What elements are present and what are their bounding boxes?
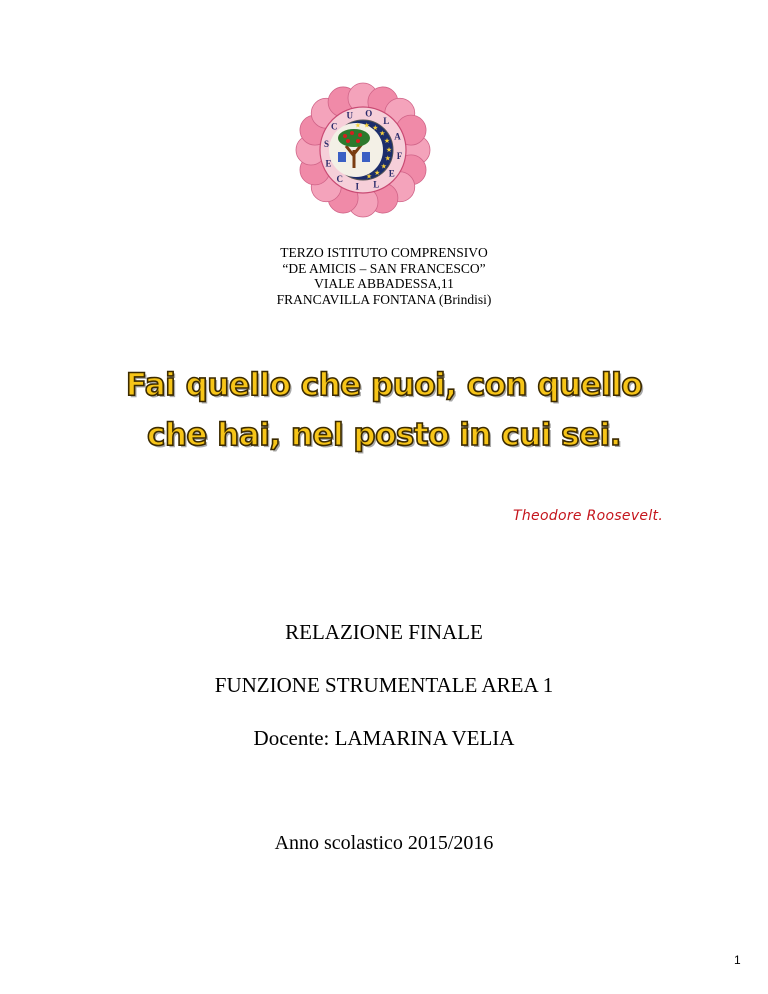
svg-text:★: ★ bbox=[384, 154, 391, 163]
svg-text:L: L bbox=[383, 116, 390, 127]
svg-text:U: U bbox=[346, 110, 353, 121]
svg-text:C: C bbox=[330, 121, 338, 132]
report-title: RELAZIONE FINALE bbox=[285, 620, 483, 644]
svg-text:C: C bbox=[336, 173, 343, 184]
school-year: Anno scolastico 2015/2016 bbox=[274, 832, 494, 854]
svg-text:★: ★ bbox=[354, 121, 361, 130]
svg-text:I: I bbox=[355, 181, 359, 192]
school-address: VIALE ABBADESSA,11 bbox=[314, 276, 454, 291]
svg-text:★: ★ bbox=[379, 129, 386, 138]
svg-text:★: ★ bbox=[385, 145, 393, 154]
school-info bbox=[0, 245, 768, 307]
school-crest-flower-icon bbox=[288, 80, 438, 220]
svg-text:A: A bbox=[394, 131, 401, 142]
school-subtitle: “DE AMICIS – SAN FRANCESCO” bbox=[282, 260, 486, 276]
role-title: FUNZIONE STRUMENTALE AREA 1 bbox=[214, 673, 554, 697]
svg-text:E: E bbox=[388, 168, 395, 179]
svg-text:S: S bbox=[323, 139, 329, 150]
svg-text:★: ★ bbox=[365, 172, 373, 181]
motto-quote bbox=[0, 360, 768, 460]
svg-text:E: E bbox=[325, 158, 332, 169]
svg-text:★: ★ bbox=[374, 168, 381, 177]
school-name: TERZO ISTITUTO COMPRENSIVO bbox=[280, 245, 488, 260]
svg-text:★: ★ bbox=[363, 121, 370, 130]
svg-text:O: O bbox=[365, 108, 373, 119]
motto-line-1: Fai quello che puoi, con quello bbox=[125, 367, 643, 403]
motto-line-2: che hai, nel posto in cui sei. bbox=[146, 417, 622, 453]
svg-text:★: ★ bbox=[383, 137, 391, 146]
school-city: FRANCAVILLA FONTANA (Brindisi) bbox=[276, 291, 492, 307]
page-number: 1 bbox=[734, 953, 741, 967]
svg-text:F: F bbox=[396, 150, 403, 161]
svg-text:★: ★ bbox=[380, 162, 387, 171]
svg-text:L: L bbox=[373, 179, 380, 190]
svg-text:★: ★ bbox=[372, 124, 379, 133]
quote-author: Theodore Roosevelt. bbox=[513, 508, 664, 524]
teacher-name: Docente: LAMARINA VELIA bbox=[253, 726, 515, 750]
